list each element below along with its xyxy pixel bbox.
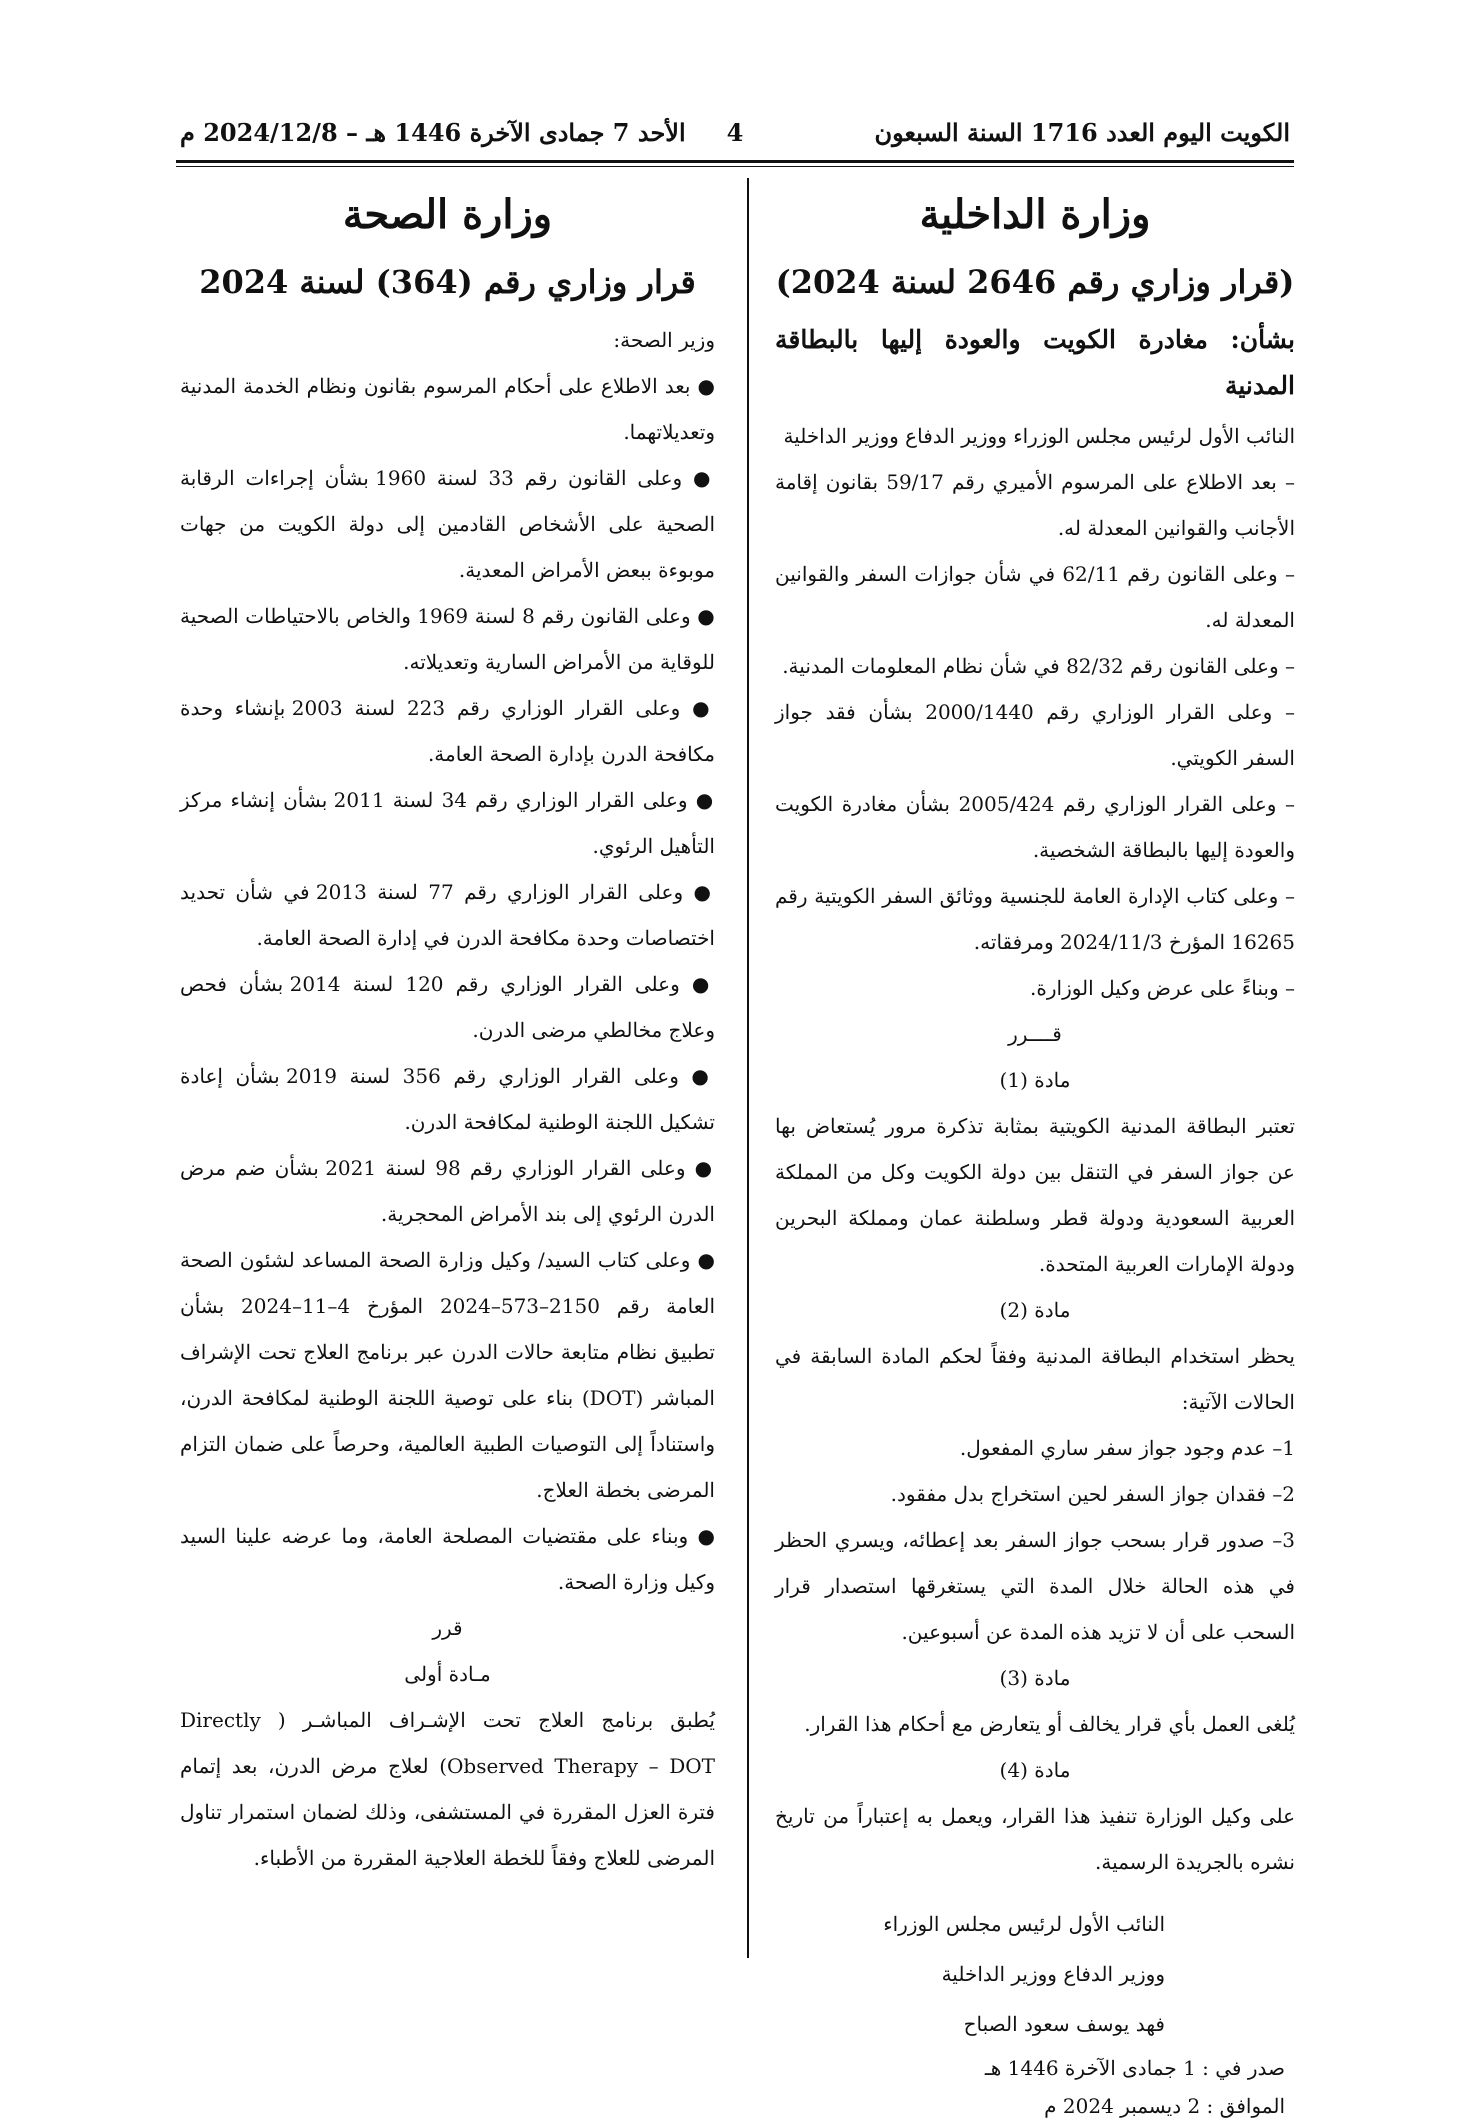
article-title: مادة (1) <box>999 1068 1071 1092</box>
page-number: 4 <box>726 118 744 147</box>
article-title: مادة (3) <box>999 1666 1071 1690</box>
issue-info: الكويت اليوم العدد 1716 السنة السبعون <box>874 118 1290 147</box>
preamble-line: النائب الأول لرئيس مجلس الوزراء ووزير الدفاع ووزير الداخلية <box>783 424 1295 448</box>
issued-date: صدر في : 1 جمادى الآخرة 1446 هـ <box>984 2056 1285 2080</box>
corresponding-date: الموافق : 2 ديسمبر 2024 م <box>1044 2094 1285 2118</box>
ministry-title: وزارة الداخلية <box>919 191 1151 238</box>
article-text: تعتبر البطاقة المدنية الكويتية بمثابة تذكرة مرور يُستعاض بها عن جواز السفر في التنقل بين دولة الكويت وكل من المملكة العربية السعودية ودولة قطر وسلطنة عمان ومملكة البحرين ودولة الإمارات العربية المتحدة. <box>775 1114 1295 1276</box>
health-ministry-column <box>180 185 715 1881</box>
article-text: يحظر استخدام البطاقة المدنية وفقاً لحكم المادة السابقة في الحالات الآتية: <box>775 1344 1295 1414</box>
preamble-bullet: ● وعلى القرار الوزاري رقم 120 لسنة 2014 بشأن فحص وعلاج مخالطي مرضى الدرن. <box>180 972 715 1042</box>
signature-line: النائب الأول لرئيس مجلس الوزراء <box>883 1912 1165 1936</box>
signature-name: فهد يوسف سعود الصباح <box>963 2012 1165 2036</box>
article-text: يُطبق برنامج العلاج تحت الإشـراف المباشـر ( Directly Observed Therapy – DOT) لعلاج مرض الدرن، بعد إتمام فترة العزل المقررة في المستشفى، وذلك لضمان استمرار تناول المرضى للعلاج وفقاً للخطة العلاجية المقررة من الأطباء. <box>180 1708 715 1870</box>
preamble-line: – وعلى القانون رقم 62/11 في شأن جوازات السفر والقوانين المعدلة له. <box>775 562 1296 632</box>
article-item: 1– عدم وجود جواز سفر ساري المفعول. <box>959 1436 1295 1460</box>
article-text: يُلغى العمل بأي قرار يخالف أو يتعارض مع أحكام هذا القرار. <box>804 1712 1295 1736</box>
preamble-bullet: ● وعلى القرار الوزاري رقم 356 لسنة 2019 بشأن إعادة تشكيل اللجنة الوطنية لمكافحة الدرن. <box>180 1064 715 1134</box>
preamble-line: – وعلى كتاب الإدارة العامة للجنسية ووثائق السفر الكويتية رقم 16265 المؤرخ 2024/11/3 ومرفقاته. <box>775 884 1295 954</box>
preamble-line: – وعلى القرار الوزاري رقم 2005/424 بشأن مغادرة الكويت والعودة إليها بالبطاقة الشخصية. <box>775 792 1295 862</box>
preamble-line: – بعد الاطلاع على المرسوم الأميري رقم 59/17 بقانون إقامة الأجانب والقوانين المعدلة له. <box>775 470 1295 540</box>
preamble-bullet: ● وعلى القرار الوزاري رقم 77 لسنة 2013 في شأن تحديد اختصاصات وحدة مكافحة الدرن في إدارة الصحة العامة. <box>180 880 715 950</box>
article-item: 3– صدور قرار بسحب جواز السفر بعد إعطائه، ويسري الحظر في هذه الحالة خلال المدة التي يستغرقها استصدار قرار السحب على أن لا تزيد هذه المدة عن أسبوعين. <box>775 1528 1295 1644</box>
preamble-bullet: ● بعد الاطلاع على أحكام المرسوم بقانون ونظام الخدمة المدنية وتعديلاتهما. <box>180 374 715 444</box>
ministry-title: وزارة الصحة <box>342 191 553 238</box>
preamble-line: – وعلى القرار الوزاري رقم 2000/1440 بشأن فقد جواز السفر الكويتي. <box>775 700 1295 770</box>
header-rule-thin <box>176 166 1294 167</box>
decided-heading: قرر <box>432 1616 463 1640</box>
decree-title: قرار وزاري رقم (364) لسنة 2024 <box>199 263 696 301</box>
article-title: مـادة أولى <box>404 1662 491 1686</box>
preamble-line: – وعلى القانون رقم 82/32 في شأن نظام المعلومات المدنية. <box>782 654 1295 678</box>
signature-line: ووزير الدفاع ووزير الداخلية <box>941 1962 1165 1986</box>
decree-intro: وزير الصحة: <box>613 328 715 352</box>
article-item: 2– فقدان جواز السفر لحين استخراج بدل مفقود. <box>890 1482 1295 1506</box>
preamble-bullet: ● وعلى كتاب السيد/ وكيل وزارة الصحة المساعد لشئون الصحة العامة رقم 2150–573–2024 المؤرخ 4–11–2024 بشأن تطبيق نظام متابعة حالات الدرن عبر برنامج العلاج تحت الإشراف المباشر (DOT) بناء على توصية اللجنة الوطنية لمكافحة الدرن، واستناداً إلى التوصيات الطبية العالمية، وحرصاً على ضمان التزام المرضى بخطة العلاج. <box>180 1248 716 1502</box>
preamble-bullet: ● وعلى القانون رقم 8 لسنة 1969 والخاص بالاحتياطات الصحية للوقاية من الأمراض السارية وتعديلاته. <box>180 604 715 674</box>
header-rule <box>176 160 1294 163</box>
preamble-bullet: ● وبناء على مقتضيات المصلحة العامة، وما عرضه علينا السيد وكيل وزارة الصحة. <box>180 1524 715 1594</box>
article-title: مادة (4) <box>999 1758 1071 1782</box>
column-divider <box>747 178 749 1958</box>
decree-title: (قرار وزاري رقم 2646 لسنة 2024) <box>775 263 1295 301</box>
decree-subject: بشأن: مغادرة الكويت والعودة إليها بالبطاقة المدنية <box>775 325 1295 400</box>
issue-date: الأحد 7 جمادى الآخرة 1446 هـ – 2024/12/8 م <box>180 118 686 147</box>
preamble-bullet: ● وعلى القرار الوزاري رقم 34 لسنة 2011 بشأن إنشاء مركز التأهيل الرئوي. <box>180 788 715 858</box>
preamble-bullet: ● وعلى القرار الوزاري رقم 223 لسنة 2003 بإنشاء وحدة مكافحة الدرن بإدارة الصحة العامة. <box>180 696 715 766</box>
preamble-line: – وبناءً على عرض وكيل الوزارة. <box>1030 976 1295 1000</box>
article-text: على وكيل الوزارة تنفيذ هذا القرار، ويعمل به إعتباراً من تاريخ نشره بالجريدة الرسمية. <box>775 1804 1295 1874</box>
interior-ministry-column <box>775 185 1295 2125</box>
page-header <box>180 118 1290 158</box>
preamble-bullet: ● وعلى القرار الوزاري رقم 98 لسنة 2021 بشأن ضم مرض الدرن الرئوي إلى بند الأمراض المحجرية. <box>180 1156 715 1226</box>
decided-heading: قــــرر <box>1008 1022 1062 1046</box>
preamble-bullet: ● وعلى القانون رقم 33 لسنة 1960 بشأن إجراءات الرقابة الصحية على الأشخاص القادمين إلى دولة الكويت من جهات موبوءة ببعض الأمراض المعدية. <box>180 466 715 582</box>
article-title: مادة (2) <box>999 1298 1071 1322</box>
